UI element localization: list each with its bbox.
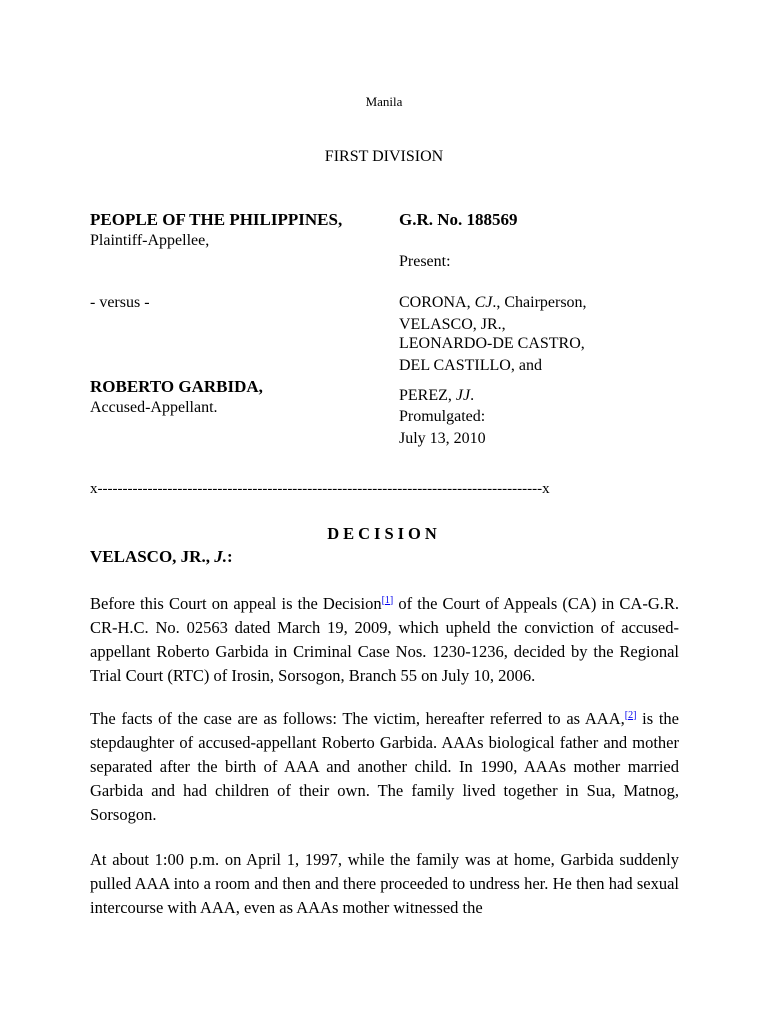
justice-line: CORONA, CJ., Chairperson, [399, 294, 587, 311]
accused-name: ROBERTO GARBIDA, [90, 377, 263, 396]
justice-line: PEREZ, JJ. [399, 387, 475, 404]
division-heading: FIRST DIVISION [324, 148, 444, 165]
separator-line: x-----------------------------------------------------------------------------------------x [90, 481, 550, 497]
plaintiff-role: Plaintiff-Appellee, [90, 232, 210, 249]
footnote-link[interactable]: [1] [381, 594, 394, 606]
decision-author: VELASCO, JR., J.: [90, 547, 233, 566]
gr-number: G.R. No. 188569 [399, 210, 518, 229]
body-paragraph: The facts of the case are as follows: The victim, hereafter referred to as AAA,[2] is the stepdaughter of accused-appellant Roberto Garbida. AAAs biological father and mother separated after the birth of AAA and another child. In 1990, AAAs mother married Garbida and had children of their own. The family lived together in Sua, Matnog, Sorsogon. [90, 709, 679, 824]
justice-line: DEL CASTILLO, and [399, 357, 542, 374]
footnote-link[interactable]: [2] [624, 709, 637, 721]
justice-line: LEONARDO-DE CASTRO, [399, 335, 585, 352]
body-paragraph: At about 1:00 p.m. on April 1, 1997, while the family was at home, Garbida suddenly pulled AAA into a room and then and there proceeded to undress her. He then had sexual intercourse with AAA, even as AAAs mother witnessed the [90, 850, 679, 917]
promulgated-date: July 13, 2010 [399, 430, 486, 447]
decision-title: DECISION [327, 524, 441, 543]
promulgated-label: Promulgated: [399, 408, 486, 425]
city-heading: Manila [365, 94, 403, 109]
present-label: Present: [399, 253, 451, 270]
versus-label: - versus - [90, 294, 150, 311]
plaintiff-name: PEOPLE OF THE PHILIPPINES, [90, 210, 343, 229]
body-paragraph: Before this Court on appeal is the Decision[1] of the Court of Appeals (CA) in CA-G.R. CR-H.C. No. 02563 dated March 19, 2009, which upheld the conviction of accused-appellant Roberto Garbida in Criminal Case Nos. 1230-1236, decided by the Regional Trial Court (RTC) of Irosin, Sorsogon, Branch 55 on July 10, 2006. [90, 594, 679, 685]
justice-line: VELASCO, JR., [399, 316, 506, 333]
accused-role: Accused-Appellant. [90, 399, 218, 416]
